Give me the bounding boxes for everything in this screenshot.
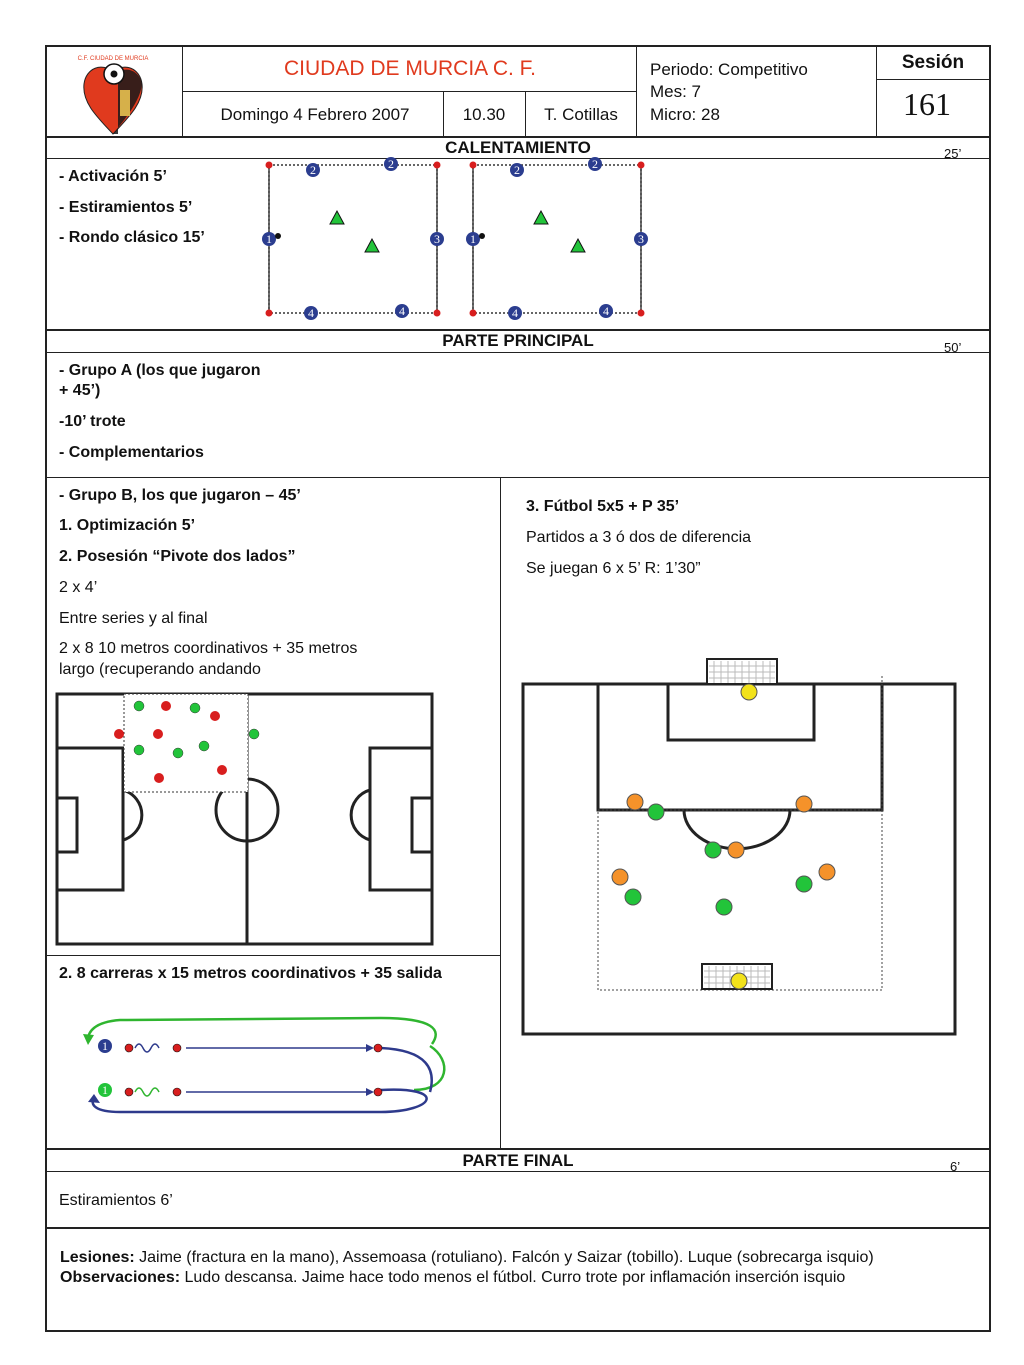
- svg-text:4: 4: [308, 306, 314, 320]
- group-a-trote: -10’ trote: [59, 413, 126, 430]
- group-b-vertical: [500, 477, 501, 1149]
- group-a-bottom: [45, 477, 991, 478]
- group-a-complementary: - Complementarios: [59, 444, 204, 461]
- warmup-item-stretching: - Estiramientos 5’: [59, 199, 193, 216]
- final-title-underline: [45, 1171, 991, 1172]
- svg-text:4: 4: [399, 304, 405, 318]
- session-label: Sesión: [901, 52, 965, 73]
- football-line1: Partidos a 3 ó dos de diferencia: [526, 529, 752, 546]
- session-number: 161: [903, 86, 951, 122]
- frame-left: [45, 45, 47, 1332]
- group-b-title: - Grupo B, los que jugaron – 45’: [59, 487, 301, 504]
- frame-bottom: [45, 1330, 991, 1332]
- group-b-reps: 2 x 4’: [59, 579, 98, 596]
- runs-diagram: [80, 1010, 480, 1130]
- period-value: Periodo: Competitivo: [650, 60, 808, 79]
- svg-text:4: 4: [512, 306, 518, 320]
- injuries-text: Jaime (fractura en la mano), Assemoasa (rotuliano). Falcón y Saizar (tobillo). Luque (sobrecarga isquio): [134, 1249, 874, 1266]
- injuries-label: Lesiones:: [60, 1249, 135, 1266]
- header-divider-period: [636, 45, 637, 136]
- group-a-line1: - Grupo A (los que jugaron: [59, 362, 261, 379]
- rondo-square-1: [262, 157, 444, 320]
- football-title: 3. Fútbol 5x5 + P 35’: [526, 498, 680, 515]
- session-time: 10.30: [462, 105, 506, 124]
- observations-text: Ludo descansa. Jaime hace todo menos el fútbol. Curro trote por inflamación inserción isquio: [180, 1269, 846, 1286]
- warmup-title: CALENTAMIENTO: [445, 138, 591, 157]
- header-divider-date: [443, 91, 444, 136]
- runs-top: [45, 955, 500, 956]
- svg-text:3: 3: [638, 232, 644, 246]
- final-title: PARTE FINAL: [462, 1151, 574, 1170]
- header-divider-time: [525, 91, 526, 136]
- month-value: Mes: 7: [650, 82, 702, 101]
- logo-text: C.F. CIUDAD DE MURCIA: [77, 56, 149, 62]
- group-b-runs-line1: 2 x 8 10 metros coordinativos + 35 metros: [59, 640, 358, 657]
- injuries-row: [60, 1249, 874, 1267]
- session-date: Domingo 4 Febrero 2007: [220, 105, 410, 124]
- football-pitch: [520, 656, 960, 1036]
- warmup-item-rondo: - Rondo clásico 15’: [59, 229, 205, 246]
- svg-text:1: 1: [266, 232, 272, 246]
- frame-top: [45, 45, 991, 47]
- group-a-line2: + 45’): [59, 382, 101, 399]
- header-divider-session: [876, 45, 877, 136]
- club-name: CIUDAD DE MURCIA C. F.: [283, 57, 537, 80]
- warmup-item-activation: - Activación 5’: [59, 168, 167, 185]
- rondo-diagrams: [258, 155, 678, 325]
- final-title-top: [45, 1148, 991, 1150]
- svg-text:2: 2: [592, 157, 598, 171]
- observations-label: Observaciones:: [60, 1269, 181, 1286]
- main-duration: 50’: [944, 340, 962, 355]
- svg-text:3: 3: [434, 232, 440, 246]
- svg-text:1: 1: [470, 232, 476, 246]
- final-duration: 6’: [950, 1159, 961, 1174]
- micro-value: Micro: 28: [650, 105, 720, 124]
- main-title-underline: [45, 352, 991, 353]
- group-b-runs-line2: largo (recuperando andando: [59, 661, 261, 678]
- runs-label-top: 1: [102, 1039, 108, 1053]
- svg-text:2: 2: [514, 163, 520, 177]
- runs-title: 2. 8 carreras x 15 metros coordinativos + 35 salida: [59, 965, 442, 982]
- group-b-item-possession: 2. Posesión “Pivote dos lados”: [59, 548, 296, 565]
- svg-text:2: 2: [388, 157, 394, 171]
- group-b-item-optimization: 1. Optimización 5’: [59, 517, 196, 534]
- session-coach: T. Cotillas: [544, 105, 618, 124]
- header-hline-mid: [182, 91, 636, 92]
- group-b-between: Entre series y al final: [59, 610, 208, 627]
- club-logo: [78, 50, 148, 136]
- main-title: PARTE PRINCIPAL: [442, 331, 594, 350]
- possession-pitch: [55, 692, 435, 946]
- football-line2: Se juegan 6 x 5’ R: 1’30”: [526, 560, 701, 577]
- svg-text:2: 2: [310, 163, 316, 177]
- rondo-square-2: [466, 157, 648, 320]
- notes-top: [45, 1227, 991, 1229]
- final-stretch: Estiramientos 6’: [59, 1192, 173, 1209]
- svg-text:4: 4: [603, 304, 609, 318]
- runs-label-bottom: 1: [102, 1083, 108, 1097]
- header-hline-session: [876, 79, 990, 80]
- warmup-duration: 25’: [944, 146, 962, 161]
- observations-row: [60, 1269, 845, 1287]
- frame-right: [989, 45, 991, 1332]
